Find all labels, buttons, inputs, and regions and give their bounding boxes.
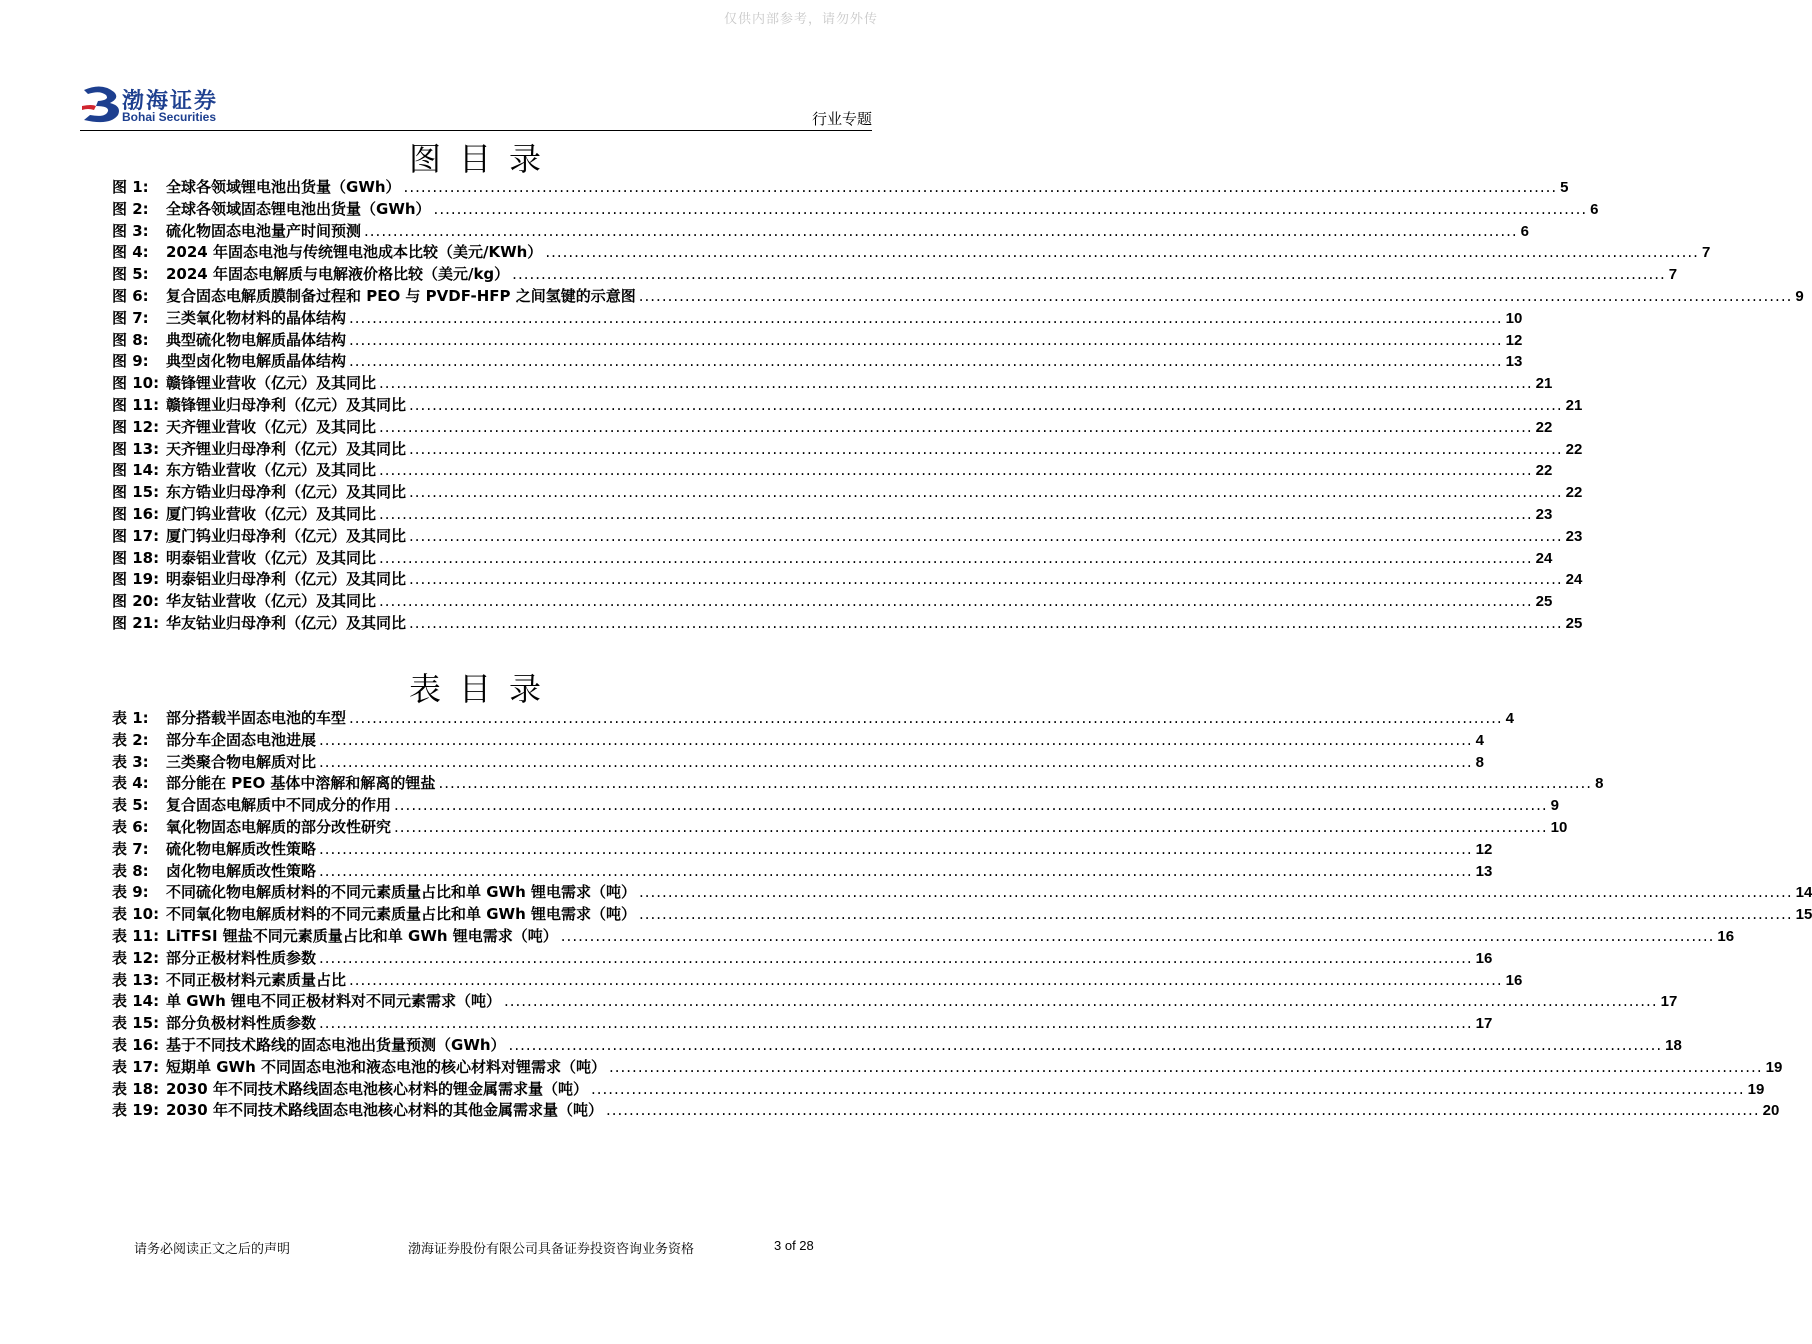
dot-leader: ........................................................................................................................................................................................................ <box>605 1101 1760 1120</box>
figure-title: 东方锆业营收（亿元）及其同比 <box>166 461 377 480</box>
figure-entry[interactable] <box>112 285 1804 307</box>
figure-label: 图 4: <box>112 243 149 262</box>
figure-label: 图 5: <box>112 265 149 284</box>
dot-leader: ........................................................................................................................................................................................................ <box>409 570 1563 589</box>
table-entry[interactable] <box>112 1056 1783 1078</box>
figure-entry[interactable] <box>112 590 1553 612</box>
table-page-number: 17 <box>1660 993 1678 1011</box>
table-page-number: 19 <box>1765 1058 1783 1076</box>
figure-title: 复合固态电解质膜制备过程和 PEO 与 PVDF-HFP 之间氢键的示意图 <box>166 286 636 305</box>
figure-title: 典型卤化物电解质晶体结构 <box>166 352 347 371</box>
figure-entry[interactable] <box>112 547 1553 569</box>
table-page-number: 18 <box>1665 1036 1682 1054</box>
table-page-number: 4 <box>1505 710 1514 727</box>
figure-title: 天齐锂业归母净利（亿元）及其同比 <box>166 439 407 458</box>
dot-leader: ........................................................................................................................................................................................................ <box>379 374 1533 393</box>
figure-label: 图 6: <box>112 286 149 305</box>
figure-title: 全球各领域锂电池出货量（GWh） <box>166 178 401 196</box>
table-title: 部分正极材料性质参数 <box>166 948 317 967</box>
table-title: 卤化物电解质改性策略 <box>166 861 317 880</box>
dot-leader: ........................................................................................................................................................................................................ <box>379 504 1533 523</box>
table-label: 表 3: <box>112 752 149 771</box>
bohai-logo-icon <box>80 84 124 124</box>
table-title: LiTFSI 锂盐不同元素质量占比和单 GWh 锂电需求（吨） <box>166 926 558 945</box>
figure-title: 赣锋锂业归母净利（亿元）及其同比 <box>166 395 407 414</box>
company-logo <box>80 84 280 128</box>
figure-title: 明泰铝业归母净利（亿元）及其同比 <box>166 570 407 589</box>
figure-page-number: 24 <box>1565 571 1583 589</box>
dot-leader: ........................................................................................................................................................................................................ <box>364 221 1518 240</box>
figure-title: 2024 年固态电解质与电解液价格比较（美元/kg） <box>166 265 510 284</box>
dot-leader: ........................................................................................................................................................................................................ <box>409 395 1563 414</box>
figure-title: 硫化物固态电池量产时间预测 <box>166 221 362 240</box>
table-page-number: 19 <box>1747 1080 1765 1098</box>
dot-leader: ........................................................................................................................................................................................................ <box>503 992 1658 1011</box>
table-entry[interactable] <box>112 860 1493 882</box>
table-label: 表 2: <box>112 730 149 749</box>
table-page-number: 8 <box>1595 775 1604 793</box>
figure-title: 2024 年固态电池与传统锂电池成本比较（美元/KWh） <box>166 243 543 262</box>
figure-page-number: 23 <box>1535 505 1553 523</box>
figure-page-number: 23 <box>1565 527 1583 545</box>
figure-entry[interactable] <box>112 568 1583 590</box>
figure-page-number: 21 <box>1565 396 1583 414</box>
table-title: 硫化物电解质改性策略 <box>166 839 317 858</box>
dot-leader: ........................................................................................................................................................................................................ <box>349 352 1503 371</box>
table-entry[interactable] <box>112 1012 1493 1034</box>
figure-index-list <box>112 176 1804 634</box>
dot-leader: ........................................................................................................................................................................................................ <box>379 417 1533 436</box>
figure-page-number: 5 <box>1560 179 1569 196</box>
dot-leader: ........................................................................................................................................................................................................ <box>394 796 1548 815</box>
table-page-number: 10 <box>1550 818 1568 836</box>
figure-title: 典型硫化物电解质晶体结构 <box>166 330 347 349</box>
dot-leader: ........................................................................................................................................................................................................ <box>409 483 1563 502</box>
figure-label: 图 12: <box>112 417 160 436</box>
figure-title: 赣锋锂业营收（亿元）及其同比 <box>166 374 377 393</box>
figure-entry[interactable] <box>112 481 1583 503</box>
dot-leader: ........................................................................................................................................................................................................ <box>512 265 1666 284</box>
figure-title: 华友钴业营收（亿元）及其同比 <box>166 592 377 611</box>
table-page-number: 8 <box>1475 753 1484 771</box>
header-divider <box>80 130 872 131</box>
dot-leader: ........................................................................................................................................................................................................ <box>508 1035 1663 1054</box>
table-label: 表 12: <box>112 948 160 967</box>
table-entry[interactable] <box>112 903 1812 925</box>
figure-page-number: 7 <box>1701 244 1711 262</box>
table-title: 2030 年不同技术路线固态电池核心材料的锂金属需求量（吨） <box>166 1079 588 1098</box>
figure-title: 厦门钨业归母净利（亿元）及其同比 <box>166 526 407 545</box>
table-label: 表 16: <box>112 1035 160 1054</box>
dot-leader: ........................................................................................................................................................................................................ <box>379 592 1533 611</box>
table-label: 表 4: <box>112 774 149 793</box>
table-page-number: 14 <box>1795 884 1812 902</box>
logo-english-name: Bohai Securities <box>122 110 217 124</box>
figure-page-number: 24 <box>1535 549 1553 567</box>
figure-title: 东方锆业归母净利（亿元）及其同比 <box>166 483 407 502</box>
table-page-number: 9 <box>1550 797 1559 815</box>
figure-label: 图 18: <box>112 548 160 567</box>
dot-leader: ........................................................................................................................................................................................................ <box>409 439 1563 458</box>
figure-page-number: 22 <box>1535 462 1553 480</box>
figure-entry[interactable] <box>112 612 1583 634</box>
table-title: 不同正极材料元素质量占比 <box>166 970 347 989</box>
dot-leader: ........................................................................................................................................................................................................ <box>349 709 1503 727</box>
dot-leader: ........................................................................................................................................................................................................ <box>608 1057 1763 1076</box>
figure-title: 厦门钨业营收（亿元）及其同比 <box>166 504 377 523</box>
figure-page-number: 21 <box>1535 375 1553 393</box>
figure-page-number: 10 <box>1505 309 1523 327</box>
table-title: 部分车企固态电池进展 <box>166 730 317 749</box>
table-page-number: 16 <box>1475 949 1493 967</box>
dot-leader: ........................................................................................................................................................................................................ <box>438 774 1593 793</box>
table-label: 表 18: <box>112 1079 160 1098</box>
figure-page-number: 12 <box>1505 331 1523 349</box>
figure-page-number: 22 <box>1565 440 1583 458</box>
table-page-number: 16 <box>1505 971 1523 989</box>
table-title: 氧化物固态电解质的部分改性研究 <box>166 817 392 836</box>
table-entry[interactable] <box>112 838 1493 860</box>
dot-leader: ........................................................................................................................................................................................................ <box>349 970 1503 989</box>
table-title: 部分负极材料性质参数 <box>166 1014 317 1033</box>
dot-leader: ........................................................................................................................................................................................................ <box>379 461 1533 480</box>
table-page-number: 4 <box>1475 731 1484 749</box>
figure-page-number: 22 <box>1565 484 1583 502</box>
table-title: 不同氧化物电解质材料的不同元素质量占比和单 GWh 锂电需求（吨） <box>166 905 636 924</box>
dot-leader: ........................................................................................................................................................................................................ <box>409 613 1563 632</box>
figure-entry[interactable] <box>112 416 1553 438</box>
dot-leader: ........................................................................................................................................................................................................ <box>319 948 1473 967</box>
dot-leader: ........................................................................................................................................................................................................ <box>349 308 1503 327</box>
table-entry[interactable] <box>112 947 1493 969</box>
table-label: 表 5: <box>112 796 149 815</box>
table-entry[interactable] <box>112 925 1735 947</box>
dot-leader: ........................................................................................................................................................................................................ <box>319 1014 1473 1033</box>
dot-leader: ........................................................................................................................................................................................................ <box>319 861 1473 880</box>
table-title: 三类聚合物电解质对比 <box>166 752 317 771</box>
dot-leader: ........................................................................................................................................................................................................ <box>545 243 1699 262</box>
figure-entry[interactable] <box>112 438 1583 460</box>
watermark: 仅供内部参考，请勿外传 <box>723 12 878 27</box>
footer-page-number: 3 of 28 <box>774 1238 814 1253</box>
dot-leader: ........................................................................................................................................................................................................ <box>433 199 1588 218</box>
figure-page-number: 25 <box>1565 614 1583 632</box>
dot-leader: ........................................................................................................................................................................................................ <box>379 548 1533 567</box>
table-title: 不同硫化物电解质材料的不同元素质量占比和单 GWh 锂电需求（吨） <box>166 883 636 902</box>
figure-label: 图 10: <box>112 374 160 393</box>
figure-entry[interactable] <box>112 220 1529 242</box>
figure-entry[interactable] <box>112 372 1553 394</box>
figure-label: 图 8: <box>112 330 149 349</box>
figure-entry[interactable] <box>112 198 1599 220</box>
table-page-number: 16 <box>1717 927 1735 945</box>
table-title: 单 GWh 锂电不同正极材料对不同元素需求（吨） <box>166 992 501 1011</box>
table-entry[interactable] <box>112 772 1604 794</box>
dot-leader: ........................................................................................................................................................................................................ <box>319 839 1473 858</box>
figure-entry[interactable] <box>112 503 1553 525</box>
table-label: 表 15: <box>112 1014 160 1033</box>
figure-index-heading: 图目录 <box>408 140 559 178</box>
footer-qualification: 渤海证券股份有限公司具备证券投资咨询业务资格 <box>408 1242 695 1257</box>
dot-leader: ........................................................................................................................................................................................................ <box>590 1079 1745 1098</box>
table-label: 表 7: <box>112 839 149 858</box>
figure-title: 天齐锂业营收（亿元）及其同比 <box>166 417 377 436</box>
figure-title: 明泰铝业营收（亿元）及其同比 <box>166 548 377 567</box>
table-page-number: 20 <box>1762 1102 1780 1120</box>
figure-label: 图 7: <box>112 308 149 327</box>
figure-label: 图 2: <box>112 199 149 218</box>
table-label: 表 9: <box>112 883 149 902</box>
figure-label: 图 15: <box>112 483 160 502</box>
report-category: 行业专题 <box>811 110 872 128</box>
dot-leader: ........................................................................................................................................................................................................ <box>319 752 1473 771</box>
figure-entry[interactable] <box>112 394 1583 416</box>
table-index-list <box>112 707 1812 1121</box>
dot-leader: ........................................................................................................................................................................................................ <box>403 178 1558 196</box>
figure-page-number: 25 <box>1535 593 1553 611</box>
table-entry[interactable] <box>112 990 1678 1012</box>
figure-entry[interactable] <box>112 263 1678 285</box>
figure-entry[interactable] <box>112 307 1523 329</box>
table-entry[interactable] <box>112 729 1484 751</box>
figure-title: 全球各领域固态锂电池出货量（GWh） <box>166 199 431 218</box>
table-entry[interactable] <box>112 707 1514 729</box>
figure-label: 图 14: <box>112 461 160 480</box>
table-entry[interactable] <box>112 751 1484 773</box>
table-entry[interactable] <box>112 1078 1765 1100</box>
table-title: 基于不同技术路线的固态电池出货量预测（GWh） <box>166 1035 506 1054</box>
table-page-number: 13 <box>1475 862 1493 880</box>
figure-entry[interactable] <box>112 329 1523 351</box>
figure-entry[interactable] <box>112 459 1553 481</box>
table-entry[interactable] <box>112 794 1559 816</box>
table-label: 表 6: <box>112 817 149 836</box>
figure-label: 图 9: <box>112 352 149 371</box>
figure-label: 图 3: <box>112 221 149 240</box>
table-label: 表 19: <box>112 1101 160 1120</box>
figure-page-number: 13 <box>1505 353 1523 371</box>
table-page-number: 12 <box>1475 840 1493 858</box>
figure-label: 图 11: <box>112 395 160 414</box>
dot-leader: ........................................................................................................................................................................................................ <box>319 730 1473 749</box>
footer-disclaimer: 请务必阅读正文之后的声明 <box>134 1242 291 1257</box>
figure-page-number: 22 <box>1535 418 1553 436</box>
figure-entry[interactable] <box>112 241 1711 263</box>
table-label: 表 8: <box>112 861 149 880</box>
table-entry[interactable] <box>112 1099 1780 1121</box>
table-title: 部分搭载半固态电池的车型 <box>166 709 347 727</box>
figure-page-number: 9 <box>1795 287 1804 305</box>
figure-entry[interactable] <box>112 350 1523 372</box>
figure-page-number: 7 <box>1668 266 1678 284</box>
table-entry[interactable] <box>112 881 1812 903</box>
table-title: 部分能在 PEO 基体中溶解和解离的锂盐 <box>166 774 436 793</box>
figure-page-number: 6 <box>1590 200 1599 218</box>
figure-label: 图 20: <box>112 592 160 611</box>
figure-title: 华友钴业归母净利（亿元）及其同比 <box>166 613 407 632</box>
figure-label: 图 21: <box>112 613 160 632</box>
table-label: 表 13: <box>112 970 160 989</box>
dot-leader: ........................................................................................................................................................................................................ <box>409 526 1563 545</box>
figure-entry[interactable] <box>112 176 1569 198</box>
table-label: 表 14: <box>112 992 160 1011</box>
figure-label: 图 19: <box>112 570 160 589</box>
table-title: 短期单 GWh 不同固态电池和液态电池的核心材料对锂需求（吨） <box>166 1057 606 1076</box>
figure-label: 图 17: <box>112 526 160 545</box>
dot-leader: ........................................................................................................................................................................................................ <box>394 817 1548 836</box>
table-label: 表 1: <box>112 709 149 727</box>
table-label: 表 11: <box>112 926 160 945</box>
figure-entry[interactable] <box>112 525 1583 547</box>
dot-leader: ........................................................................................................................................................................................................ <box>560 926 1715 945</box>
figure-page-number: 6 <box>1520 222 1529 240</box>
table-label: 表 17: <box>112 1057 160 1076</box>
figure-label: 图 1: <box>112 178 149 196</box>
table-entry[interactable] <box>112 1034 1682 1056</box>
table-title: 复合固态电解质中不同成分的作用 <box>166 796 392 815</box>
figure-label: 图 13: <box>112 439 160 458</box>
table-page-number: 15 <box>1795 906 1812 924</box>
table-page-number: 17 <box>1475 1015 1493 1033</box>
table-title: 2030 年不同技术路线固态电池核心材料的其他金属需求量（吨） <box>166 1101 603 1120</box>
figure-title: 三类氧化物材料的晶体结构 <box>166 308 347 327</box>
dot-leader: ........................................................................................................................................................................................................ <box>349 330 1503 349</box>
table-entry[interactable] <box>112 969 1523 991</box>
dot-leader: ........................................................................................................................................................................................................ <box>638 286 1793 305</box>
table-label: 表 10: <box>112 905 160 924</box>
dot-leader: ........................................................................................................................................................................................................ <box>638 905 1793 924</box>
dot-leader: ........................................................................................................................................................................................................ <box>638 883 1793 902</box>
logo-chinese-name: 渤海证券 <box>122 89 219 114</box>
table-entry[interactable] <box>112 816 1568 838</box>
table-index-heading: 表目录 <box>408 670 559 708</box>
figure-label: 图 16: <box>112 504 160 523</box>
